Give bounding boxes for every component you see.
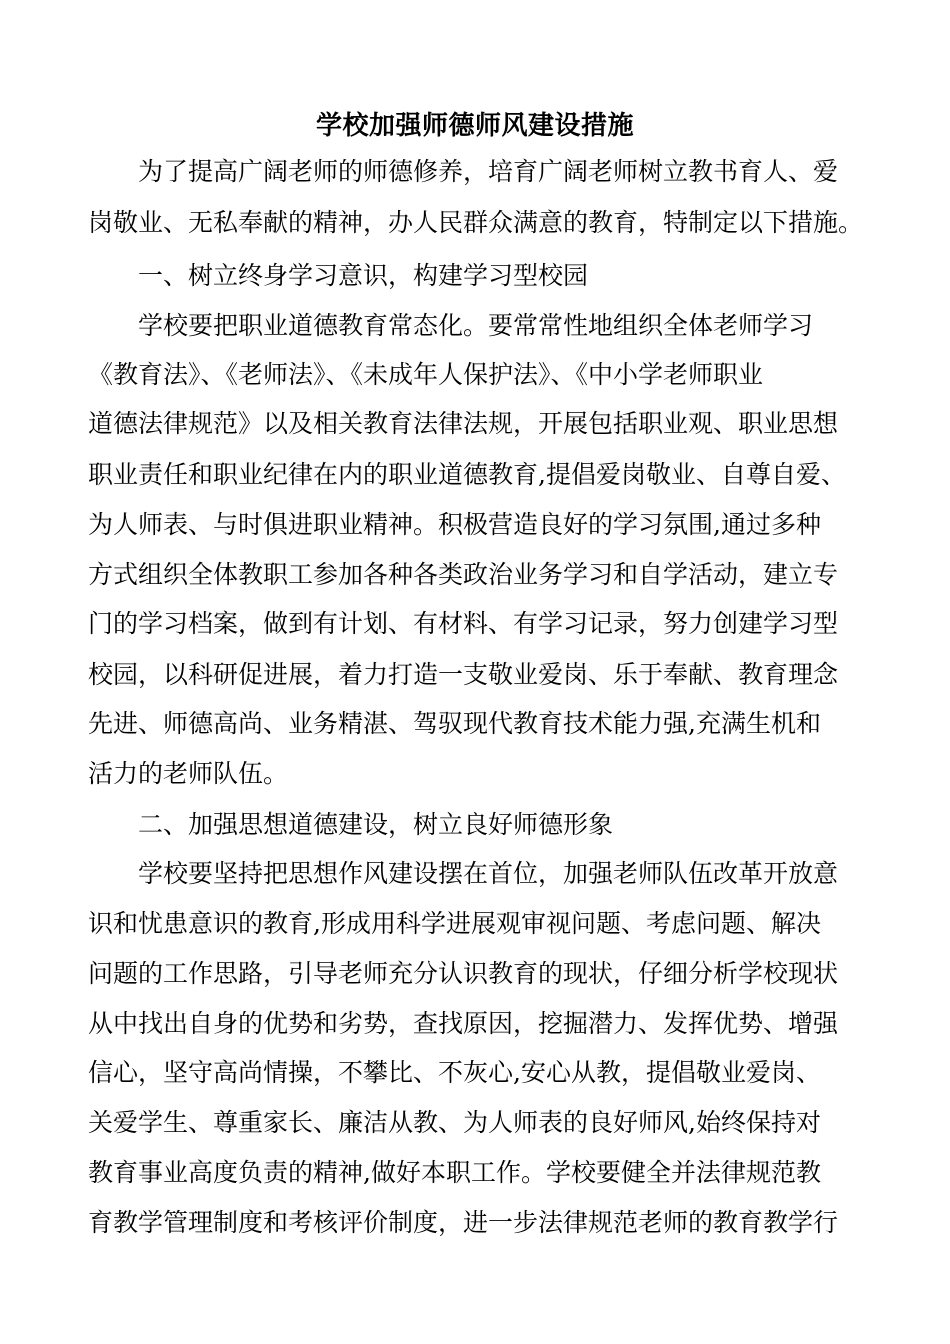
paragraph-line: 方式组织全体教职工参加各种各类政治业务学习和自学活动，建立专 bbox=[88, 560, 839, 589]
paragraph-line: 教育事业高度负责的精神,做好本职工作。学校要健全并法律规范教 bbox=[88, 1158, 821, 1187]
document-title: 学校加强师德师风建设措施 bbox=[315, 111, 634, 141]
paragraph-line: 学校要把职业道德教育常态化。要常常性地组织全体老师学习 bbox=[138, 311, 814, 340]
paragraph-line: 门的学习档案，做到有计划、有材料、有学习记录，努力创建学习型 bbox=[88, 609, 839, 638]
paragraph-line: 问题的工作思路，引导老师充分认识教育的现状，仔细分析学校现状 bbox=[88, 959, 839, 988]
paragraph-line: 校园，以科研促进展，着力打造一支敬业爱岗、乐于奉献、教育理念 bbox=[88, 660, 839, 689]
section-heading: 二、加强思想道德建设，树立良好师德形象 bbox=[138, 810, 614, 839]
paragraph-line: 关爱学生、尊重家长、廉洁从教、为人师表的良好师风,始终保持对 bbox=[88, 1108, 821, 1137]
paragraph-line: 先进、师德高尚、业务精湛、驾驭现代教育技术能力强,充满生机和 bbox=[88, 709, 821, 738]
paragraph-line: 从中找出自身的优势和劣势，查找原因，挖掘潜力、发挥优势、增强 bbox=[88, 1009, 839, 1038]
paragraph-line: 活力的老师队伍。 bbox=[88, 759, 289, 788]
paragraph-line: 识和忧患意识的教育,形成用科学进展观审视问题、考虑问题、解决 bbox=[88, 909, 821, 938]
section-heading: 一、树立终身学习意识，构建学习型校园 bbox=[138, 261, 589, 290]
paragraph-line: 岗敬业、无私奉献的精神，办人民群众满意的教育，特制定以下措施。 bbox=[88, 208, 864, 237]
paragraph-line: 学校要坚持把思想作风建设摆在首位，加强老师队伍改革开放意 bbox=[138, 859, 839, 888]
paragraph-line: 《教育法》、《老师法》、《未成年人保护法》、《中小学老师职业 bbox=[88, 360, 764, 389]
paragraph-line: 育教学管理制度和考核评价制度，进一步法律规范老师的教育教学行 bbox=[88, 1208, 839, 1237]
paragraph-line: 信心，坚守高尚情操，不攀比、不灰心,安心从教，提倡敬业爱岗、 bbox=[88, 1058, 821, 1087]
paragraph-line: 为了提高广阔老师的师德修养，培育广阔老师树立教书育人、爱 bbox=[138, 157, 839, 186]
paragraph-line: 职业责任和职业纪律在内的职业道德教育,提倡爱岗敬业、自尊自爱、 bbox=[88, 460, 846, 489]
paragraph-line: 为人师表、与时俱进职业精神。积极营造良好的学习氛围,通过多种 bbox=[88, 510, 821, 539]
paragraph-line: 道德法律规范》以及相关教育法律法规，开展包括职业观、职业思想 bbox=[88, 409, 839, 438]
